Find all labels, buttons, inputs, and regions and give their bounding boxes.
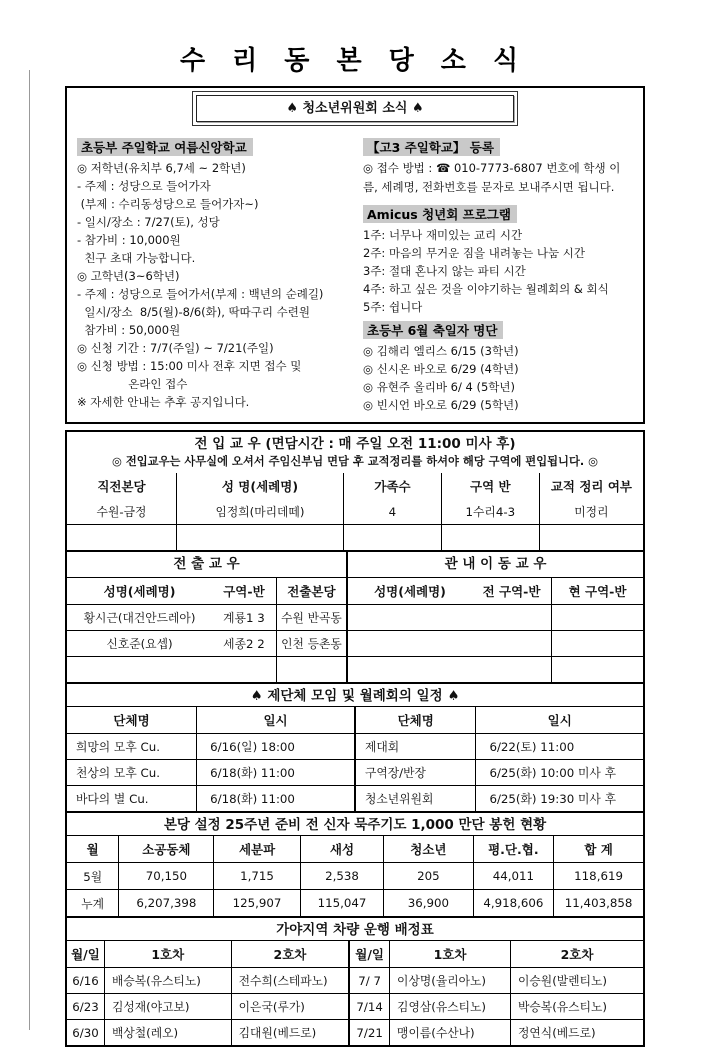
table-cell: 7/ 7	[349, 968, 389, 994]
bulletin-page	[0, 40, 707, 1047]
rosary-table	[67, 835, 643, 916]
text-line: 온라인 접수	[77, 377, 188, 391]
table-cell: 제대회	[355, 734, 476, 760]
table-row	[348, 605, 643, 631]
youth-committee-banner-label: ♠ 청소년위원회 소식 ♠	[286, 101, 424, 116]
table-row	[67, 734, 643, 760]
table-cell	[176, 525, 343, 551]
meetings-header-row	[67, 707, 643, 734]
table-cell: 김영삼(유스티노)	[390, 994, 511, 1020]
text-line: 3주: 절대 혼나지 않는 파티 시간	[363, 264, 526, 278]
table-cell: 수원 반곡동	[276, 605, 346, 631]
table-cell: 정연식(베드로)	[511, 1020, 644, 1046]
table-cell	[539, 525, 643, 551]
text-line: 일시/장소 8/5(월)-8/6(화), 딱따구리 수련원	[77, 305, 310, 319]
table-cell	[348, 657, 472, 683]
table-cell	[343, 525, 441, 551]
table-cell: 인천 등촌동	[276, 631, 346, 657]
table-cell: 신호준(요셉)	[67, 631, 212, 657]
header-cell: 성명(세례명)	[67, 578, 212, 605]
header-cell: 전 구역-반	[472, 578, 552, 605]
table-cell: 70,150	[119, 863, 214, 890]
table-cell: 천상의 모후 Cu.	[67, 760, 197, 786]
table-cell: 김성재(야고보)	[104, 994, 231, 1020]
transfer-out-title: 전 출 교 우	[67, 552, 346, 578]
header-cell: 교적 정리 여부	[539, 473, 643, 499]
table-cell: 이승원(발렌티노)	[511, 968, 644, 994]
table-cell: 5월	[67, 863, 119, 890]
table-row	[67, 863, 643, 890]
header-cell: 1호차	[390, 941, 511, 968]
header-cell: 직전본당	[67, 473, 176, 499]
transfer-in-title: 전 입 교 우 (면담시간 : 매 주일 오전 11:00 미사 후)	[194, 436, 516, 452]
header-cell: 월	[67, 836, 119, 863]
header-cell: 평.단.협.	[473, 836, 554, 863]
header-cell: 청소년	[384, 836, 473, 863]
transfer-out-table	[67, 578, 346, 682]
table-cell: 박승복(유스티노)	[511, 994, 644, 1020]
table-cell: 6/18(화) 11:00	[197, 760, 355, 786]
youth-columns	[67, 126, 643, 414]
table-cell	[67, 657, 212, 683]
header-cell: 2호차	[231, 941, 349, 968]
text-line: (부제 : 수리동성당으로 들어가자~)	[77, 197, 259, 211]
table-cell: 7/14	[349, 994, 389, 1020]
text-line: 5주: 쉽니다	[363, 300, 423, 314]
table-cell: 6/23	[67, 994, 104, 1020]
text-line: - 참가비 : 10,000원	[77, 233, 181, 247]
table-cell: 6,207,398	[119, 890, 214, 917]
text-line: ◎ 저학년(유치부 6,7세 ~ 2학년)	[77, 161, 246, 175]
move-within-subsection	[348, 552, 643, 682]
header-cell: 성명(세례명)	[348, 578, 472, 605]
header-cell: 합 계	[554, 836, 643, 863]
rosary-section	[67, 811, 643, 916]
vehicle-section	[67, 916, 643, 1045]
header-cell: 일시	[197, 707, 355, 734]
header-cell: 단체명	[355, 707, 476, 734]
header-cell: 성 명(세례명)	[176, 473, 343, 499]
table-cell: 김대원(베드로)	[231, 1020, 349, 1046]
lower-sections-box	[65, 430, 645, 1047]
header-cell: 단체명	[67, 707, 197, 734]
header-cell: 1호차	[104, 941, 231, 968]
transfer-move-section	[67, 550, 643, 682]
table-cell	[67, 525, 176, 551]
text-line: 1주: 너무나 재미있는 교리 시간	[363, 228, 523, 242]
table-cell: 맹이름(수산나)	[390, 1020, 511, 1046]
text-line: 참가비 : 50,000원	[77, 323, 181, 337]
table-cell: 1,715	[214, 863, 300, 890]
table-cell: 6/25(화) 19:30 미사 후	[476, 786, 643, 812]
table-cell: 115,047	[300, 890, 384, 917]
header-cell: 월/일	[67, 941, 104, 968]
text-line: ◎ 신청 기간 : 7/7(주일) ~ 7/21(주일)	[77, 341, 274, 355]
table-cell: 수원-금정	[67, 499, 176, 525]
header-cell: 구역 반	[441, 473, 539, 499]
table-cell	[552, 631, 643, 657]
table-cell	[212, 657, 276, 683]
scan-edge-line	[29, 70, 30, 1030]
transfer-out-header-row	[67, 578, 346, 605]
table-cell: 바다의 별 Cu.	[67, 786, 197, 812]
meetings-table	[67, 706, 643, 811]
rosary-header-row	[67, 836, 643, 863]
header-cell: 월/일	[349, 941, 389, 968]
table-row	[67, 994, 643, 1020]
table-row	[67, 1020, 643, 1046]
transfer-in-note: ◎ 전입교우는 사무실에 오셔서 주임신부님 면담 후 교적정리를 하셔야 해당 구역에 편입됩니다. ◎	[112, 455, 598, 468]
move-within-table	[348, 578, 643, 682]
table-cell	[348, 605, 472, 631]
table-cell	[276, 657, 346, 683]
table-cell	[348, 631, 472, 657]
text-line: ◎ 고학년(3~6학년)	[77, 269, 180, 283]
text-line: - 주제 : 성당으로 들어가자	[77, 179, 211, 193]
table-cell: 11,403,858	[554, 890, 643, 917]
table-cell: 6/16	[67, 968, 104, 994]
rosary-body	[67, 863, 643, 917]
table-row	[348, 631, 643, 657]
header-cell: 새성	[300, 836, 384, 863]
table-row	[348, 657, 643, 683]
table-row	[67, 657, 346, 683]
youth-left-column	[77, 136, 353, 414]
table-cell: 임정희(마리데떼)	[176, 499, 343, 525]
vehicle-header-row	[67, 941, 643, 968]
table-cell: 청소년위원회	[355, 786, 476, 812]
meetings-title: ♠ 제단체 모임 및 월례회의 일정 ♠	[250, 688, 460, 704]
rosary-title: 본당 설정 25주년 준비 전 신자 묵주기도 1,000 만단 봉헌 현황	[163, 817, 547, 833]
table-cell	[441, 525, 539, 551]
transfer-out-subsection	[67, 552, 348, 682]
text-line: 친구 초대 가능합니다.	[77, 251, 196, 265]
table-cell: 6/18(화) 11:00	[197, 786, 355, 812]
amicus-program-header: Amicus 청년회 프로그램	[363, 205, 517, 223]
table-row	[67, 525, 643, 551]
move-within-title: 관 내 이 동 교 우	[348, 552, 643, 578]
page-title: 수 리 동 본 당 소 식	[179, 46, 528, 76]
feast-day-list-lines	[363, 342, 635, 414]
meetings-section	[67, 682, 643, 811]
move-within-body	[348, 605, 643, 683]
table-row	[67, 631, 346, 657]
table-cell: 4,918,606	[473, 890, 554, 917]
table-cell: 이은국(루가)	[231, 994, 349, 1020]
table-cell: 4	[343, 499, 441, 525]
table-cell: 6/22(토) 11:00	[476, 734, 643, 760]
header-cell: 일시	[476, 707, 643, 734]
text-line: ◎ 빈시언 바오로 6/29 (5학년)	[363, 398, 519, 412]
vehicle-body	[67, 968, 643, 1046]
table-cell: 미정리	[539, 499, 643, 525]
header-cell: 소공동체	[119, 836, 214, 863]
table-cell	[552, 605, 643, 631]
table-cell: 6/30	[67, 1020, 104, 1046]
header-cell: 세분파	[214, 836, 300, 863]
header-cell: 전출본당	[276, 578, 346, 605]
vehicle-title: 가야지역 차량 운행 배정표	[276, 922, 434, 938]
text-line: 4주: 하고 싶은 것을 이야기하는 월례회의 & 회식	[363, 282, 609, 296]
table-cell: 계룡1 3	[212, 605, 276, 631]
table-cell: 6/25(화) 10:00 미사 후	[476, 760, 643, 786]
go3-registration-body: ◎ 접수 방법 : ☎ 010-7773-6807 번호에 학생 이름, 세례명, 전화번호를 문자로 보내주시면 됩니다.	[363, 161, 621, 194]
table-cell: 희망의 모후 Cu.	[67, 734, 197, 760]
text-line: ◎ 신시온 바오로 6/29 (4학년)	[363, 362, 519, 376]
table-row	[67, 605, 346, 631]
amicus-program-lines	[363, 226, 635, 316]
meetings-body	[67, 734, 643, 812]
feast-day-list-header: 초등부 6월 축일자 명단	[363, 321, 503, 339]
table-cell: 6/16(일) 18:00	[197, 734, 355, 760]
table-cell: 구역장/반장	[355, 760, 476, 786]
table-cell: 125,907	[214, 890, 300, 917]
table-cell: 44,011	[473, 863, 554, 890]
transfer-in-body	[67, 499, 643, 550]
text-line: 2주: 마음의 무거운 짐을 내려놓는 나눔 시간	[363, 246, 585, 260]
transfer-out-body	[67, 605, 346, 683]
table-cell: 205	[384, 863, 473, 890]
vehicle-table	[67, 940, 643, 1045]
table-cell: 36,900	[384, 890, 473, 917]
header-cell: 구역-반	[212, 578, 276, 605]
table-cell: 누계	[67, 890, 119, 917]
table-row	[67, 968, 643, 994]
table-row	[67, 890, 643, 917]
summer-school-header: 초등부 주일학교 여름신앙학교	[77, 138, 253, 156]
table-cell	[552, 657, 643, 683]
table-cell: 백상철(레오)	[104, 1020, 231, 1046]
table-cell	[472, 631, 552, 657]
table-cell: 7/21	[349, 1020, 389, 1046]
youth-committee-section	[65, 86, 645, 424]
table-cell: 황시근(대건안드레아)	[67, 605, 212, 631]
table-cell	[472, 657, 552, 683]
table-cell: 세종2 2	[212, 631, 276, 657]
header-cell: 현 구역-반	[552, 578, 643, 605]
table-cell: 배승복(유스티노)	[104, 968, 231, 994]
table-cell: 118,619	[554, 863, 643, 890]
table-row	[67, 499, 643, 525]
table-cell: 1수리4-3	[441, 499, 539, 525]
text-line: ◎ 유현주 올리바 6/ 4 (5학년)	[363, 380, 515, 394]
text-line: ◎ 신청 방법 : 15:00 미사 전후 지면 접수 및	[77, 359, 302, 373]
table-cell: 2,538	[300, 863, 384, 890]
table-cell	[472, 605, 552, 631]
transfer-in-section	[67, 432, 643, 550]
text-line: ※ 자세한 안내는 추후 공지입니다.	[77, 395, 250, 409]
go3-registration-header: 【고3 주일학교】 등록	[363, 138, 500, 156]
table-cell: 이상명(율리아노)	[390, 968, 511, 994]
text-line: - 주제 : 성당으로 들어가서(부제 : 백년의 순례길)	[77, 287, 324, 301]
table-cell: 전수희(스테파노)	[231, 968, 349, 994]
text-line: - 일시/장소 : 7/27(토), 성당	[77, 215, 220, 229]
text-line: ◎ 김해리 엘리스 6/15 (3학년)	[363, 344, 519, 358]
youth-committee-banner	[196, 95, 514, 122]
transfer-in-header-row	[67, 473, 643, 499]
youth-right-column	[363, 136, 635, 414]
header-cell: 2호차	[511, 941, 644, 968]
transfer-in-table	[67, 473, 643, 550]
move-within-header-row	[348, 578, 643, 605]
table-row	[67, 786, 643, 812]
header-cell: 가족수	[343, 473, 441, 499]
summer-school-lines	[77, 159, 353, 411]
table-row	[67, 760, 643, 786]
